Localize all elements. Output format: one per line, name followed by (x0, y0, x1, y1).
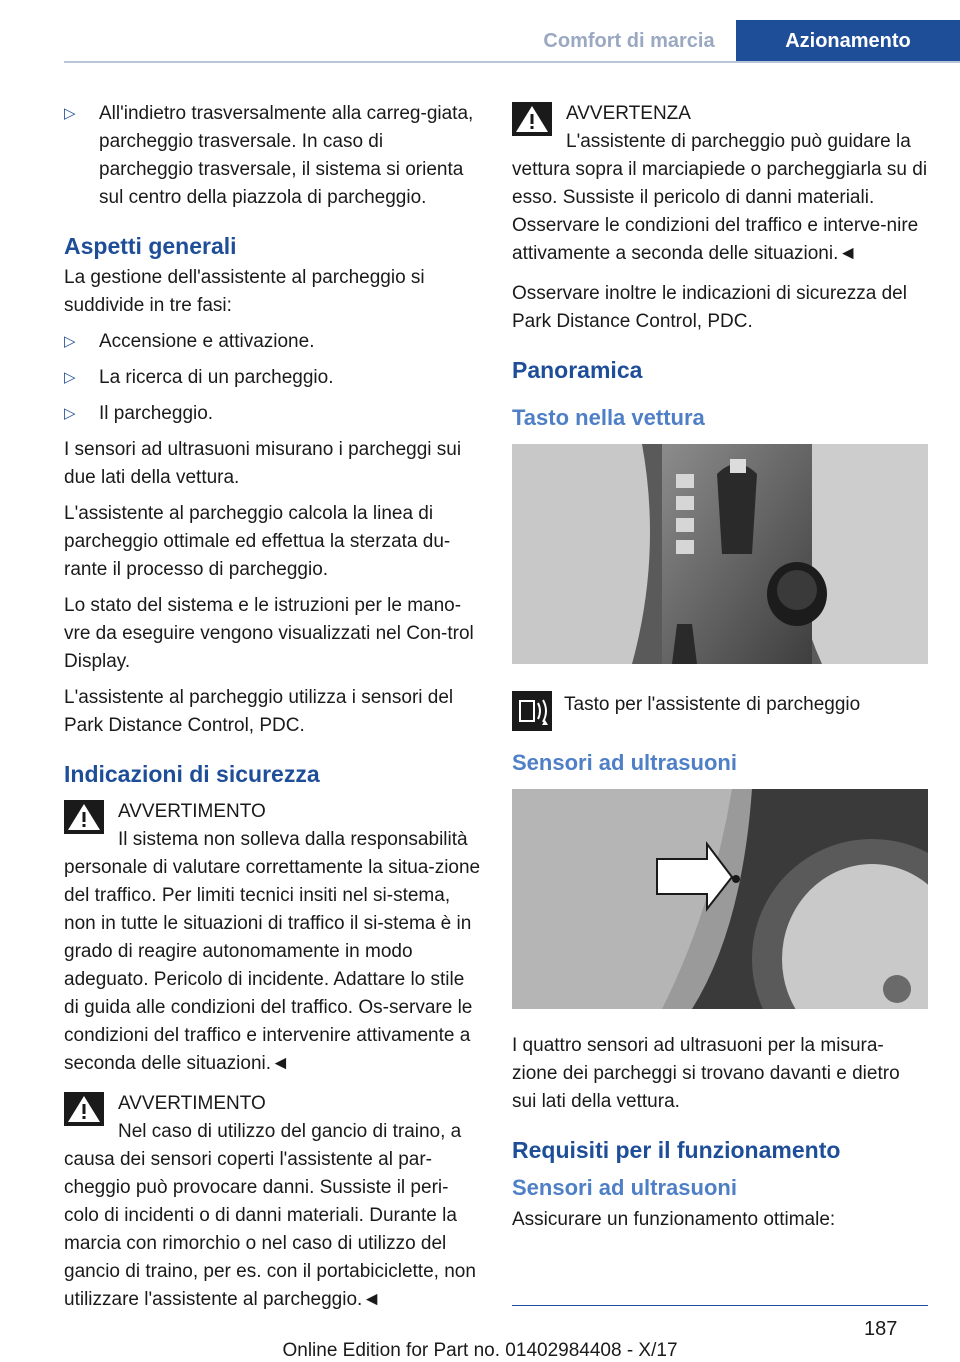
chapter-tab: Azionamento (736, 20, 960, 62)
sensors-heading: Sensori ad ultrasuoni (512, 750, 737, 775)
warning-title: AVVERTIMENTO (118, 801, 266, 822)
warning-title: AVVERTIMENTO (118, 1093, 266, 1114)
paragraph: Osservare inoltre le indicazioni di sicurezza del Park Distance Control, PDC. (512, 283, 907, 332)
list-item (64, 364, 482, 392)
general-intro: La gestione dell'assistente al parcheggio si suddivide in tre fasi: (64, 267, 425, 316)
button-caption: Tasto per l'assistente di parcheggio (564, 694, 861, 715)
warning-text: Nel caso di utilizzo del gancio di traino, a causa dei sensori coperti l'assistente al par‐cheggio può provocare danni. Sussiste il peri‐colo di incidenti o di danni materiali. Durante la marcia con rimorchio o nel caso di utilizzo del gancio di traino, per es. con il portabiciclette, non utilizzare l'assistente al parcheggio.◄ (64, 1121, 476, 1310)
warning-block (512, 100, 928, 268)
edition-note: Online Edition for Part no. 01402984408 - X/17 (282, 1340, 678, 1361)
page-header (0, 0, 960, 62)
section-tab: Comfort di marcia (543, 29, 715, 52)
header-rule (64, 61, 960, 63)
paragraph: L'assistente al parcheggio utilizza i sensori del Park Distance Control, PDC. (64, 687, 454, 736)
center-console-photo (512, 444, 928, 664)
paragraph: Lo stato del sistema e le istruzioni per le mano‐vre da eseguire vengono visualizzati nel Con‐trol Display. (64, 595, 474, 672)
safety-heading: Indicazioni di sicurezza (64, 761, 320, 787)
right-column (512, 100, 928, 1242)
list-item (64, 100, 482, 212)
park-assist-button-icon (512, 691, 552, 731)
requirements-heading: Requisiti per il funzionamento (512, 1137, 841, 1163)
button-heading: Tasto nella vettura (512, 405, 705, 430)
button-caption-row (512, 691, 928, 731)
left-column (64, 100, 482, 1326)
triangle-bullet-icon: ▷ (64, 333, 76, 350)
triangle-bullet-icon: ▷ (64, 105, 76, 122)
triangle-bullet-icon: ▷ (64, 369, 76, 386)
general-heading: Aspetti generali (64, 233, 237, 259)
warning-icon (64, 1092, 104, 1126)
warning-text: Il sistema non solleva dalla responsabilità personale di valutare correttamente la situa‐zione del traffico. Per limiti tecnici insiti nel si‐stema, non in tutte le situazioni di traffico il si‐stema è in grado di reagire autonomamente in modo adeguato. Pericolo di incidente. Adattare lo stile di guida alle condizioni del traffico. Os‐servare le condizioni del traffico e intervenire attivamente a seconda delle situazioni.◄ (64, 829, 481, 1074)
requirements-text: Assicurare un funzionamento ottimale: (512, 1209, 836, 1230)
warning-block (64, 1090, 482, 1314)
footer-rule (512, 1305, 928, 1306)
warning-title: AVVERTENZA (566, 103, 691, 124)
requirements-subheading: Sensori ad ultrasuoni (512, 1175, 737, 1200)
paragraph: I sensori ad ultrasuoni misurano i parcheggi sui due lati della vettura. (64, 439, 462, 488)
list-item-text: Il parcheggio. (99, 403, 214, 424)
sensors-caption: I quattro sensori ad ultrasuoni per la misura‐zione dei parcheggi si trovano davanti e dietro sui lati della vettura. (512, 1035, 900, 1112)
warning-text: L'assistente di parcheggio può guidare la vettura sopra il marciapiede o parcheggiarla su di esso. Sussiste il pericolo di danni materiali. Osservare le condizioni del traffico e interve‐nire attivamente a seconda delle situazioni.◄ (512, 131, 928, 264)
warning-icon (512, 102, 552, 136)
ultrasonic-sensor-photo (512, 789, 928, 1009)
page-number: 187 (864, 1318, 898, 1340)
overview-heading: Panoramica (512, 357, 643, 383)
triangle-bullet-icon: ▷ (64, 405, 76, 422)
warning-icon (64, 800, 104, 834)
list-item (64, 328, 482, 356)
list-item-text: La ricerca di un parcheggio. (99, 367, 334, 388)
list-item-text: Accensione e attivazione. (99, 331, 315, 352)
list-item-text: All'indietro trasversalmente alla carreg‐giata, parcheggio trasversale. In caso di parcheggio trasversale, il sistema si orienta sul centro della piazzola di parcheggio. (99, 103, 474, 208)
paragraph: L'assistente al parcheggio calcola la linea di parcheggio ottimale ed effettua la sterzata du‐rante il processo di parcheggio. (64, 503, 451, 580)
warning-block (64, 798, 482, 1078)
list-item (64, 400, 482, 428)
